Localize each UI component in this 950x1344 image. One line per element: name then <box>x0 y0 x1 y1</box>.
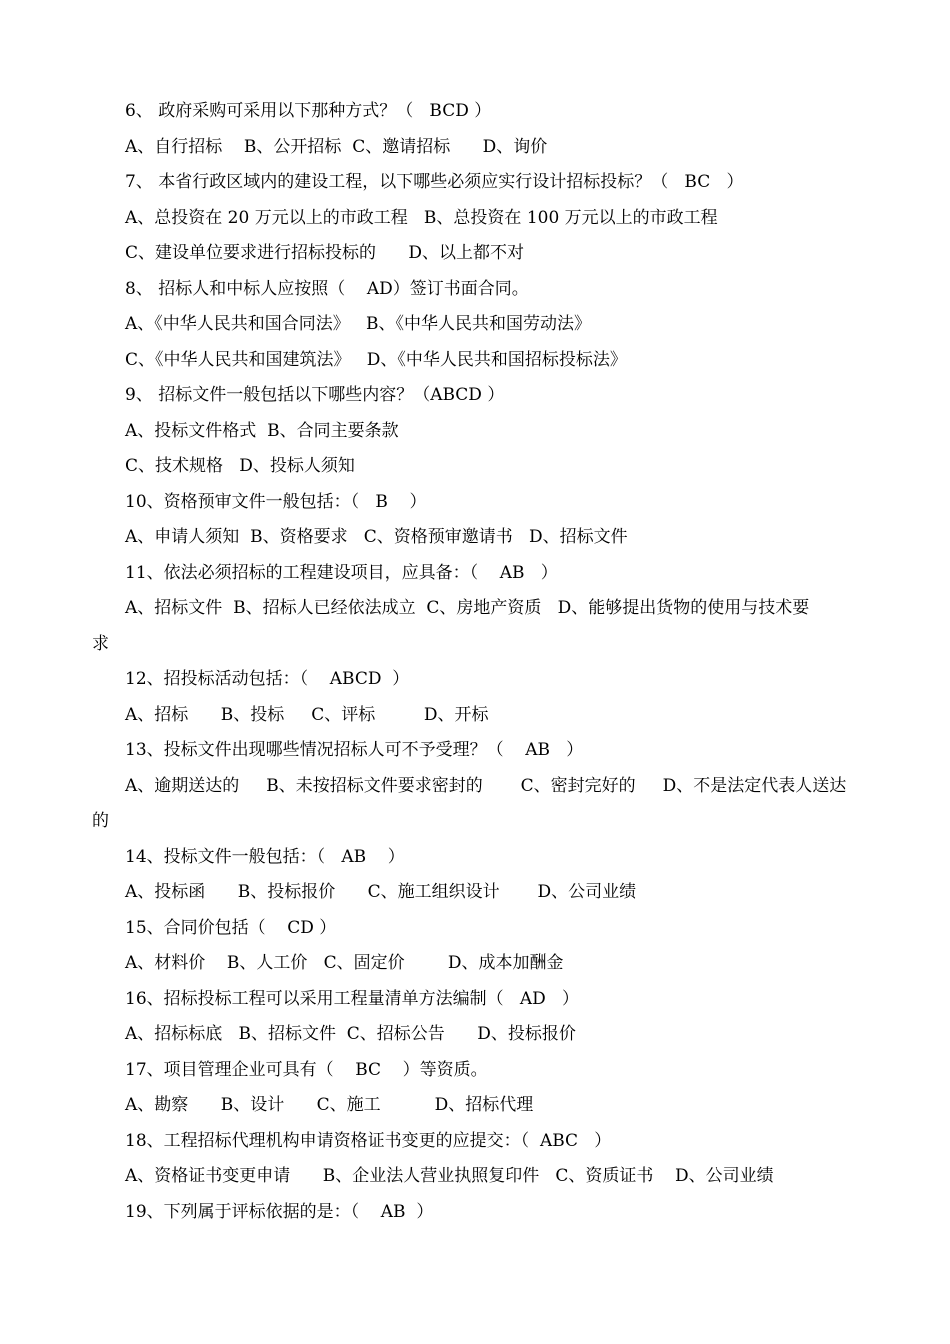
question-12: 12、招投标活动包括：（ ABCD ） <box>125 669 410 689</box>
options-10: A、申请人须知 B、资格要求 C、资格预审邀请书 D、招标文件 <box>125 527 628 547</box>
options-7-cd: C、建设单位要求进行招标投标的 D、以上都不对 <box>125 243 525 263</box>
options-12: A、招标 B、投标 C、评标 D、开标 <box>125 704 489 725</box>
question-17: 17、项目管理企业可具有（ BC ）等资质。 <box>125 1059 488 1080</box>
question-10: 10、资格预审文件一般包括：（ B ） <box>125 491 427 512</box>
question-14: 14、投标文件一般包括：（ AB ） <box>125 846 405 867</box>
options-8-cd: C、《中华人民共和国建筑法》 D、《中华人民共和国招标投标法》 <box>125 349 627 370</box>
options-17: A、勘察 B、设计 C、施工 D、招标代理 <box>125 1095 534 1115</box>
options-11-continued: 求 <box>92 633 109 654</box>
options-6: A、自行招标 B、公开招标 C、邀请招标 D、询价 <box>125 136 548 157</box>
question-7: 7、 本省行政区域内的建设工程，以下哪些必须应实行设计招标投标？（ BC ） <box>125 172 744 192</box>
question-16: 16、招标投标工程可以采用工程量清单方法编制（ AD ） <box>125 988 579 1009</box>
options-15: A、材料价 B、人工价 C、固定价 D、成本加酬金 <box>125 953 564 973</box>
options-7-ab: A、总投资在 20 万元以上的市政工程 B、总投资在 100 万元以上的市政工程 <box>125 207 718 228</box>
question-13: 13、投标文件出现哪些情况招标人可不予受理？（ AB ） <box>125 740 584 760</box>
question-6: 6、 政府采购可采用以下那种方式？（ BCD ） <box>125 101 492 121</box>
options-11: A、招标文件 B、招标人已经依法成立 C、房地产资质 D、能够提出货物的使用与技术要 <box>125 598 810 618</box>
question-9: 9、 招标文件一般包括以下哪些内容？（ABCD ） <box>125 385 505 405</box>
question-15: 15、合同价包括（ CD ） <box>125 917 337 938</box>
document-body <box>92 94 862 1230</box>
question-8: 8、 招标人和中标人应按照（ AD）签订书面合同。 <box>125 278 529 299</box>
question-19: 19、下列属于评标依据的是：（ AB ） <box>125 1201 434 1222</box>
options-9-cd: C、技术规格 D、投标人须知 <box>125 456 355 476</box>
options-9-ab: A、投标文件格式 B、合同主要条款 <box>125 420 399 441</box>
options-13: A、逾期送达的 B、未按招标文件要求密封的 C、密封完好的 D、不是法定代表人送达 <box>125 775 847 796</box>
options-8-ab: A、《中华人民共和国合同法》 B、《中华人民共和国劳动法》 <box>125 314 591 334</box>
options-16: A、招标标底 B、招标文件 C、招标公告 D、投标报价 <box>125 1024 576 1044</box>
question-18: 18、工程招标代理机构申请资格证书变更的应提交：（ ABC ） <box>125 1130 612 1151</box>
options-14: A、投标函 B、投标报价 C、施工组织设计 D、公司业绩 <box>125 882 637 902</box>
options-18: A、资格证书变更申请 B、企业法人营业执照复印件 C、资质证书 D、公司业绩 <box>125 1166 774 1186</box>
options-13-continued: 的 <box>92 811 109 831</box>
question-11: 11、依法必须招标的工程建设项目，应具备：（ AB ） <box>125 562 558 583</box>
